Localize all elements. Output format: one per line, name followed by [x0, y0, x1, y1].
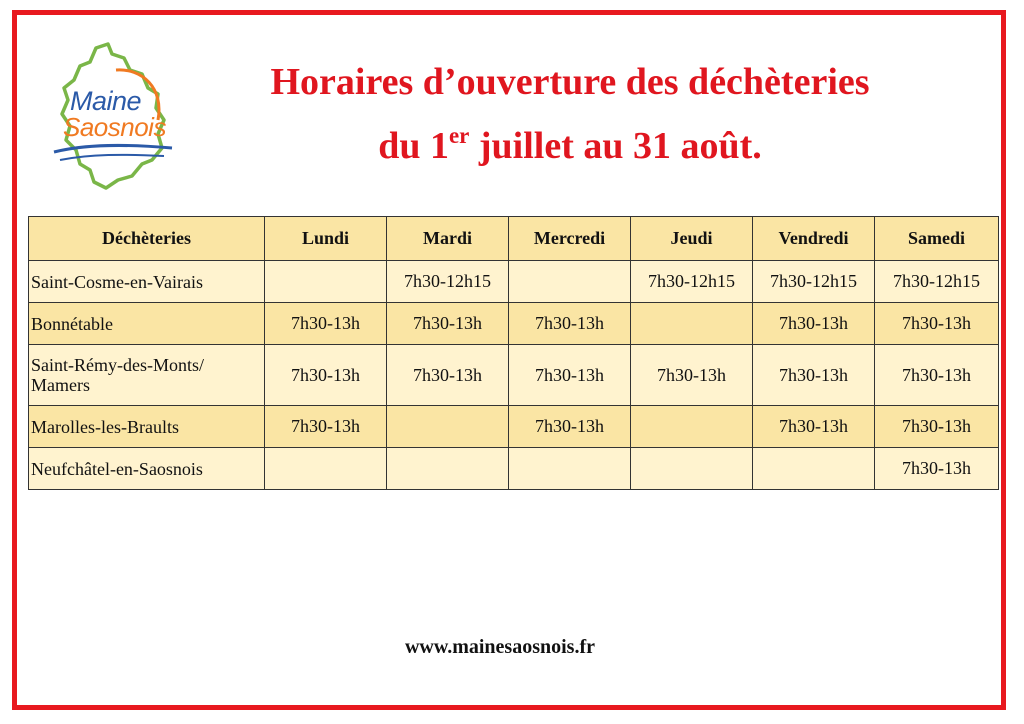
logo-text-maine: Maine [70, 86, 142, 116]
hours-cell: 7h30-13h [509, 345, 631, 406]
hours-cell: 7h30-13h [387, 345, 509, 406]
title-line-2-prefix: du 1 [378, 125, 449, 167]
table-header-row [29, 217, 999, 261]
hours-cell: 7h30-12h15 [631, 261, 753, 303]
hours-cell [631, 303, 753, 345]
logo-text-saosnois: Saosnois [63, 112, 166, 142]
hours-cell: 7h30-13h [265, 406, 387, 448]
hours-cell: 7h30-13h [875, 406, 999, 448]
hours-cell: 7h30-12h15 [753, 261, 875, 303]
hours-cell [265, 261, 387, 303]
table-row [29, 406, 999, 448]
website-link[interactable]: www.mainesaosnois.fr [404, 636, 595, 658]
hours-cell [265, 448, 387, 490]
column-header: Samedi [875, 217, 999, 261]
table-row [29, 303, 999, 345]
title-line-2-sup: er [448, 123, 470, 148]
maine-saosnois-logo [46, 40, 186, 195]
opening-hours-table [28, 216, 999, 490]
hours-cell: 7h30-13h [509, 406, 631, 448]
hours-cell: 7h30-13h [387, 303, 509, 345]
title-line-2 [200, 122, 940, 170]
site-name-cell: Marolles-les-Braults [29, 406, 265, 448]
hours-cell: 7h30-13h [875, 345, 999, 406]
table-row [29, 345, 999, 406]
hours-cell [387, 448, 509, 490]
column-header: Mercredi [509, 217, 631, 261]
column-header: Jeudi [631, 217, 753, 261]
hours-cell [631, 406, 753, 448]
hours-cell: 7h30-13h [509, 303, 631, 345]
column-header: Déchèteries [29, 217, 265, 261]
hours-cell: 7h30-13h [875, 303, 999, 345]
column-header: Mardi [387, 217, 509, 261]
hours-cell: 7h30-13h [753, 303, 875, 345]
hours-cell [509, 448, 631, 490]
hours-cell: 7h30-13h [265, 345, 387, 406]
hours-cell: 7h30-12h15 [387, 261, 509, 303]
site-name-cell: Saint-Rémy-des-Monts/ Mamers [29, 345, 265, 406]
title-line-2-suffix: juillet au 31 août. [469, 125, 762, 167]
table-row [29, 261, 999, 303]
hours-cell [753, 448, 875, 490]
hours-cell: 7h30-13h [753, 406, 875, 448]
site-name-cell: Saint-Cosme-en-Vairais [29, 261, 265, 303]
hours-cell: 7h30-13h [753, 345, 875, 406]
hours-cell: 7h30-12h15 [875, 261, 999, 303]
page-title [200, 58, 940, 170]
table-row [29, 448, 999, 490]
column-header: Vendredi [753, 217, 875, 261]
hours-cell: 7h30-13h [265, 303, 387, 345]
hours-cell [509, 261, 631, 303]
site-name-cell: Neufchâtel-en-Saosnois [29, 448, 265, 490]
hours-cell: 7h30-13h [875, 448, 999, 490]
hours-cell [631, 448, 753, 490]
site-name-cell: Bonnétable [29, 303, 265, 345]
title-line-1: Horaires d’ouverture des déchèteries [270, 61, 870, 103]
hours-cell [387, 406, 509, 448]
column-header: Lundi [265, 217, 387, 261]
hours-cell: 7h30-13h [631, 345, 753, 406]
